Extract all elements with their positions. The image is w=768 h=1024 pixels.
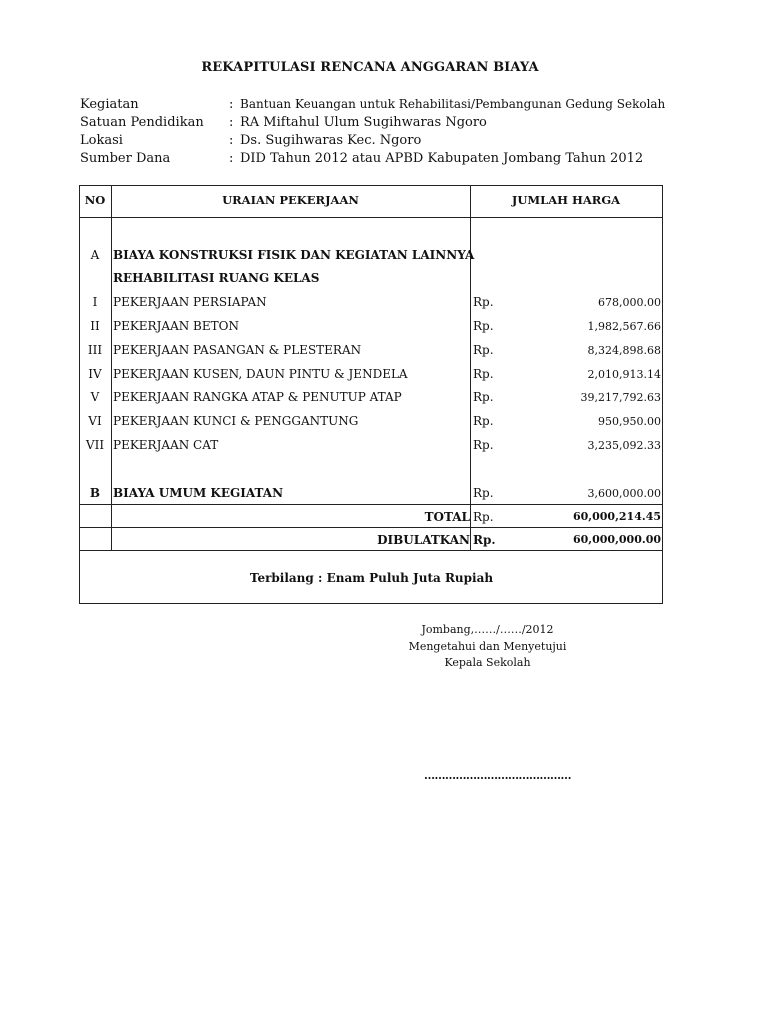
row-amount: 950,950.00 bbox=[598, 415, 661, 428]
table-col-divider bbox=[111, 185, 112, 551]
document-title: REKAPITULASI RENCANA ANGGARAN BIAYA bbox=[201, 60, 539, 75]
amount-in-words: Terbilang : Enam Puluh Juta Rupiah bbox=[249, 571, 494, 585]
info-colon: : bbox=[229, 97, 234, 112]
info-value-kegiatan: Bantuan Keuangan untuk Rehabilitasi/Pembangunan Gedung Sekolah bbox=[240, 97, 666, 111]
row-currency: Rp. bbox=[473, 343, 494, 357]
table-col-divider bbox=[470, 185, 471, 551]
signature-place-date: Jombang,……/……/2012 bbox=[421, 623, 554, 636]
table-border-right bbox=[662, 185, 663, 604]
row-currency: Rp. bbox=[473, 295, 494, 309]
total-label: TOTAL bbox=[424, 510, 470, 524]
row-no: VI bbox=[88, 414, 102, 428]
row-amount: 678,000.00 bbox=[598, 296, 661, 309]
info-colon: : bbox=[229, 151, 234, 166]
table-divider bbox=[79, 550, 663, 551]
table-divider bbox=[79, 527, 663, 528]
info-label-satuan: Satuan Pendidikan bbox=[80, 115, 204, 130]
row-amount: 3,600,000.00 bbox=[587, 487, 661, 500]
section-b-title: BIAYA UMUM KEGIATAN bbox=[113, 486, 284, 500]
table-divider bbox=[79, 504, 663, 505]
row-description: PEKERJAAN CAT bbox=[113, 438, 219, 452]
info-value-lokasi: Ds. Sugihwaras Kec. Ngoro bbox=[240, 133, 422, 148]
row-no: V bbox=[90, 390, 100, 404]
rounded-amount: 60,000,000.00 bbox=[572, 533, 661, 546]
signature-role: Kepala Sekolah bbox=[444, 656, 531, 669]
row-currency: Rp. bbox=[473, 319, 494, 333]
info-label-kegiatan: Kegiatan bbox=[80, 97, 139, 112]
section-a-title: BIAYA KONSTRUKSI FISIK DAN KEGIATAN LAINNYA bbox=[113, 248, 475, 262]
info-value-sumber-dana: DID Tahun 2012 atau APBD Kabupaten Jombang Tahun 2012 bbox=[240, 151, 644, 166]
info-label-lokasi: Lokasi bbox=[80, 133, 123, 148]
row-amount: 39,217,792.63 bbox=[580, 391, 661, 404]
rounded-currency: Rp. bbox=[473, 533, 496, 547]
info-label-sumber-dana: Sumber Dana bbox=[80, 151, 171, 166]
header-no: NO bbox=[84, 193, 106, 207]
signature-name-line: …………………………………… bbox=[424, 769, 571, 782]
row-amount: 3,235,092.33 bbox=[587, 439, 661, 452]
row-description: PEKERJAAN KUSEN, DAUN PINTU & JENDELA bbox=[113, 367, 408, 381]
table-border-bottom bbox=[79, 603, 663, 604]
row-currency: Rp. bbox=[473, 367, 494, 381]
info-colon: : bbox=[229, 115, 234, 130]
header-amount: JUMLAH HARGA bbox=[511, 193, 621, 207]
row-currency: Rp. bbox=[473, 414, 494, 428]
row-description: PEKERJAAN BETON bbox=[113, 319, 239, 333]
row-currency: Rp. bbox=[473, 390, 494, 404]
row-currency: Rp. bbox=[473, 438, 494, 452]
rounded-label: DIBULATKAN bbox=[377, 533, 470, 547]
signature-approval-text: Mengetahui dan Menyetujui bbox=[408, 640, 567, 653]
row-no: VII bbox=[85, 438, 105, 452]
total-amount: 60,000,214.45 bbox=[572, 510, 661, 523]
row-description: PEKERJAAN PASANGAN & PLESTERAN bbox=[113, 343, 362, 357]
row-amount: 2,010,913.14 bbox=[587, 368, 661, 381]
row-description: PEKERJAAN PERSIAPAN bbox=[113, 295, 267, 309]
row-no: IV bbox=[88, 367, 102, 381]
total-currency: Rp. bbox=[473, 510, 494, 524]
info-colon: : bbox=[229, 133, 234, 148]
section-b-no: B bbox=[89, 486, 101, 500]
row-currency: Rp. bbox=[473, 486, 494, 500]
section-a-no: A bbox=[90, 248, 100, 262]
info-value-satuan: RA Miftahul Ulum Sugihwaras Ngoro bbox=[240, 115, 487, 130]
row-amount: 1,982,567.66 bbox=[587, 320, 661, 333]
section-a-subtitle: REHABILITASI RUANG KELAS bbox=[113, 271, 320, 285]
row-no: II bbox=[90, 319, 100, 333]
header-description: URAIAN PEKERJAAN bbox=[222, 193, 359, 207]
row-no: I bbox=[92, 295, 98, 309]
row-description: PEKERJAAN KUNCI & PENGGANTUNG bbox=[113, 414, 359, 428]
table-border-top bbox=[79, 185, 663, 186]
table-header-divider bbox=[79, 217, 663, 218]
row-no: III bbox=[87, 343, 103, 357]
row-description: PEKERJAAN RANGKA ATAP & PENUTUP ATAP bbox=[113, 390, 402, 404]
row-amount: 8,324,898.68 bbox=[587, 344, 661, 357]
